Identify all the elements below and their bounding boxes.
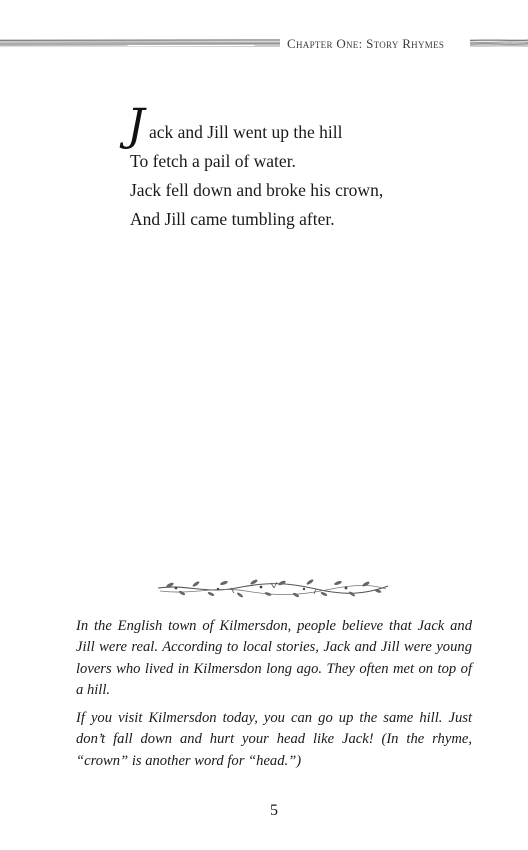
running-header	[0, 34, 528, 54]
poem-line-1-text: ack and Jill went up the hill	[149, 122, 343, 142]
header-rule-left	[0, 38, 280, 48]
poem-line-2: To fetch a pail of water.	[130, 151, 296, 171]
header-rule-right	[470, 38, 528, 48]
page-number: 5	[270, 802, 278, 819]
poem-line-1	[127, 100, 470, 151]
drop-cap: J	[127, 100, 145, 151]
note-paragraph-2: If you visit Kilmersdon today, you can go up the same hill. Just don’t fall down and hurt your head like Jack! (In the rhyme, “crown” is another word for “head.”)	[76, 710, 472, 769]
chapter-title: Chapter One: Story Rhymes	[287, 36, 445, 51]
poem-line-3: Jack fell down and broke his crown,	[130, 180, 384, 200]
poem-line-4: And Jill came tumbling after.	[130, 209, 335, 229]
rhyme-notes	[76, 616, 472, 779]
vine-flourish-icon	[156, 574, 390, 604]
note-paragraph-1: In the English town of Kilmersdon, people believe that Jack and Jill were real. According to local stories, Jack and Jill were young lovers who lived in Kilmersdon long ago. They often met on top of a hill.	[76, 618, 472, 698]
nursery-rhyme	[127, 100, 470, 234]
